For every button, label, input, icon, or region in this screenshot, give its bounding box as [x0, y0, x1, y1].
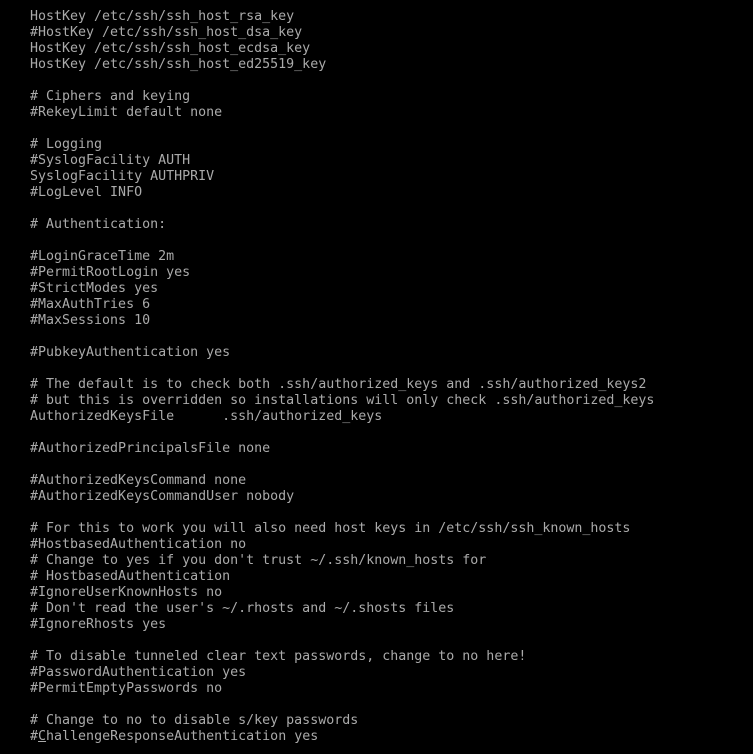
text-line: #MaxAuthTries 6: [30, 297, 151, 312]
text-line: # For this to work you will also need host keys in /etc/ssh/ssh_known_hosts: [30, 521, 631, 536]
text-line: #AuthorizedKeysCommand none: [30, 473, 247, 488]
cursor-line[interactable]: [30, 729, 654, 745]
text-line: #SyslogFacility AUTH: [30, 153, 191, 168]
file-content: [30, 9, 654, 745]
text-line: # To disable tunneled clear text passwords, change to no here!: [30, 649, 527, 664]
text-line: #HostKey /etc/ssh/ssh_host_dsa_key: [30, 25, 303, 40]
text-line: # Logging: [30, 137, 103, 152]
text-line: [30, 425, 654, 441]
text-line: # Change to no to disable s/key passwords: [30, 713, 359, 728]
text-line: # Authentication:: [30, 217, 167, 232]
text-line: [30, 121, 654, 137]
text-line: # Ciphers and keying: [30, 89, 191, 104]
text-line: AuthorizedKeysFile .ssh/authorized_keys: [30, 409, 383, 424]
text-line: [30, 457, 654, 473]
text-line: #PermitEmptyPasswords no: [30, 681, 223, 696]
text-line: #AuthorizedPrincipalsFile none: [30, 441, 271, 456]
text-line: # Change to yes if you don't trust ~/.ssh/known_hosts for: [30, 553, 487, 568]
text-line: SyslogFacility AUTHPRIV: [30, 169, 215, 184]
text-line: #IgnoreUserKnownHosts no: [30, 585, 223, 600]
text-line: [30, 201, 654, 217]
text-line: HostKey /etc/ssh/ssh_host_rsa_key: [30, 9, 295, 24]
cursor-line-suffix: hallengeResponseAuthentication yes: [46, 729, 319, 744]
text-line: HostKey /etc/ssh/ssh_host_ecdsa_key: [30, 41, 311, 56]
text-line: #RekeyLimit default none: [30, 105, 223, 120]
text-line: #StrictModes yes: [30, 281, 159, 296]
text-line: # The default is to check both .ssh/authorized_keys and .ssh/authorized_keys2: [30, 377, 647, 392]
text-line: [30, 329, 654, 345]
text-cursor: C: [38, 729, 47, 744]
text-line: #PermitRootLogin yes: [30, 265, 191, 280]
text-line: [30, 633, 654, 649]
text-line: # but this is overridden so installations will only check .ssh/authorized_keys: [30, 393, 655, 408]
text-line: [30, 73, 654, 89]
text-line: # HostbasedAuthentication: [30, 569, 231, 584]
text-line: [30, 233, 654, 249]
text-line: #PasswordAuthentication yes: [30, 665, 247, 680]
text-line: #PubkeyAuthentication yes: [30, 345, 231, 360]
text-line: #MaxSessions 10: [30, 313, 151, 328]
text-line: #LoginGraceTime 2m: [30, 249, 175, 264]
text-line: [30, 697, 654, 713]
text-line: #AuthorizedKeysCommandUser nobody: [30, 489, 295, 504]
text-line: HostKey /etc/ssh/ssh_host_ed25519_key: [30, 57, 327, 72]
text-line: #IgnoreRhosts yes: [30, 617, 167, 632]
text-line: #LogLevel INFO: [30, 185, 143, 200]
text-line: [30, 505, 654, 521]
text-line: [30, 361, 654, 377]
cursor-line-prefix: #: [30, 729, 39, 744]
text-line: # Don't read the user's ~/.rhosts and ~/.shosts files: [30, 601, 455, 616]
text-line: #HostbasedAuthentication no: [30, 537, 247, 552]
